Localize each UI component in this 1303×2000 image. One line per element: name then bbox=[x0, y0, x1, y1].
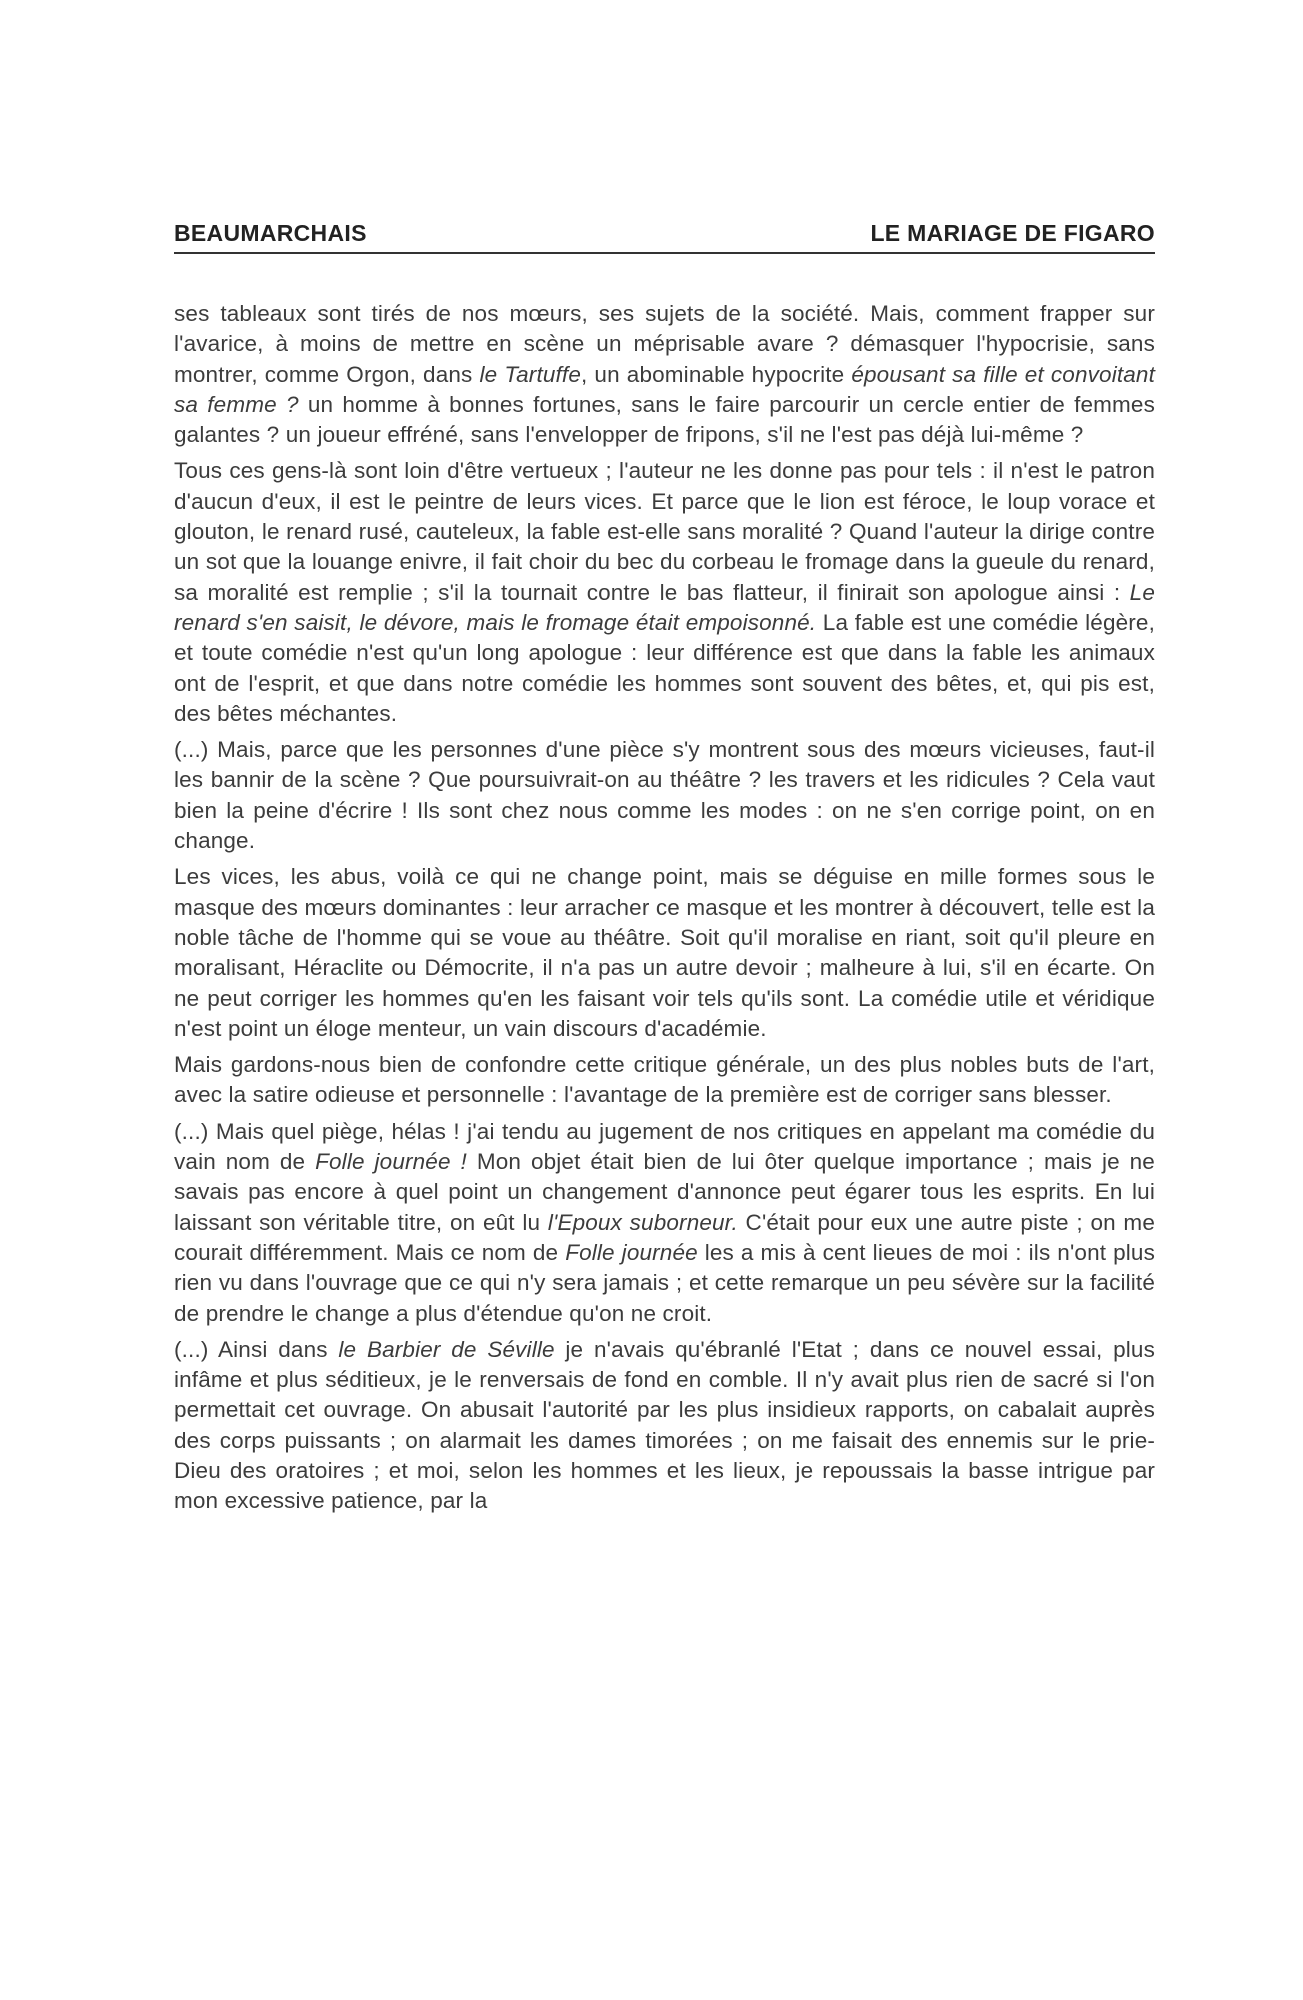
italic-text: Folle journée ! bbox=[315, 1149, 467, 1175]
text-run: un homme à bonnes fortunes, sans le faire parcourir un cercle entier de femmes galantes ? un joueur effréné, sans l'envelopper de fripons, s'il ne l'est pas déjà lui-même ? bbox=[174, 391, 1155, 448]
text-run: Les vices, les abus, voilà ce qui ne change point, mais se déguise en mille formes sous le masque des mœurs dominantes : leur arracher ce masque et les montrer à découvert, telle est la noble tâche de l'homme qui se voue au théâtre. Soit qu'il moralise en riant, soit qu'il pleure en moralisant, Héraclite ou Démocrite, il n'a pas un autre devoir ; malheure à lui, s'il en écarte. On ne peut corriger les hommes qu'en les faisant voir tels qu'ils sont. La comédie utile et véridique n'est point un éloge menteur, un vain discours d'académie. bbox=[174, 864, 1155, 1041]
header-author: BEAUMARCHAIS bbox=[174, 220, 367, 246]
book-page bbox=[174, 220, 1155, 1523]
text-run: ses tableaux sont tirés de nos mœurs, ses sujets de la société. Mais, comment frapper sur l'avarice, à moins de mettre en scène un méprisable avare ? démasquer l'hypocrisie, sans montrer, comme Orgon, dans bbox=[174, 301, 1155, 387]
paragraph bbox=[174, 456, 1155, 729]
text-run: (...) Ainsi dans bbox=[174, 1336, 339, 1362]
text-run: les a mis à cent lieues de moi : ils n'ont plus rien vu dans l'ouvrage que ce qui n'y sera jamais ; et cette remarque un peu sévère sur la facilité de prendre le change a plus d'étendue qu'on ne croit. bbox=[174, 1239, 1155, 1326]
italic-text: l'Epoux suborneur. bbox=[547, 1209, 738, 1235]
running-head bbox=[174, 220, 1155, 254]
text-run: Mon objet était bien de lui ôter quelque importance ; mais je ne savais pas encore à quel point un changement d'annonce peut égarer tous les esprits. En lui laissant son véritable titre, on eût lu bbox=[174, 1149, 1155, 1235]
text-run: Mais gardons-nous bien de confondre cette critique générale, un des plus nobles buts de l'art, avec la satire odieuse et personnelle : l'avantage de la première est de corriger sans blesser. bbox=[174, 1052, 1155, 1108]
header-title: LE MARIAGE DE FIGARO bbox=[870, 220, 1155, 246]
paragraph bbox=[174, 862, 1155, 1044]
text-run: , un abominable hypocrite bbox=[580, 361, 852, 387]
text-run: (...) Mais, parce que les personnes d'une pièce s'y montrent sous des mœurs vicieuses, faut-il les bannir de la scène ? Que poursuivrait-on au théâtre ? les travers et les ridicules ? Cela vaut bien la peine d'écrire ! Ils sont chez nous comme les modes : on ne s'en corrige point, on en change. bbox=[174, 737, 1155, 854]
paragraph bbox=[174, 1117, 1155, 1329]
italic-text: Le renard s'en saisit, le dévore, mais le fromage était empoisonné. bbox=[174, 579, 1155, 635]
text-run: (...) Mais quel piège, hélas ! j'ai tendu au jugement de nos critiques en appelant ma comédie du vain nom de bbox=[174, 1118, 1155, 1175]
italic-text: le Tartuffe bbox=[479, 361, 581, 387]
paragraph bbox=[174, 1050, 1155, 1111]
paragraph bbox=[174, 1335, 1155, 1517]
text-run: La fable est une comédie légère, et toute comédie n'est qu'un long apologue : leur différence est que dans la fable les animaux ont de l'esprit, et que dans notre comédie les hommes sont souvent des bêtes, et, qui pis est, des bêtes méchantes. bbox=[174, 609, 1156, 726]
text-run: C'était pour eux une autre piste ; on me courait différemment. Mais ce nom de bbox=[174, 1209, 1155, 1265]
body-text bbox=[174, 299, 1155, 1517]
paragraph bbox=[174, 299, 1155, 450]
text-run: Tous ces gens-là sont loin d'être vertueux ; l'auteur ne les donne pas pour tels : il n'est le patron d'aucun d'eux, il est le peintre de leurs vices. Et parce que le lion est féroce, le loup vorace et glouton, le renard rusé, cauteleux, la fable est-elle sans moralité ? Quand l'auteur la dirige contre un sot que la louange enivre, il fait choir du bec du corbeau le fromage dans la gueule du renard, sa moralité est remplie ; s'il la tournait contre le bas flatteur, il finirait son apologue ainsi : bbox=[174, 458, 1155, 605]
text-run: je n'avais qu'ébranlé l'Etat ; dans ce nouvel essai, plus infâme et plus séditieux, je le renversais de fond en comble. Il n'y avait plus rien de sacré si l'on permettait cet ouvrage. On abusait l'autorité par les plus insidieux rapports, on cabalait auprès des corps puissants ; on alarmait les dames timorées ; on me faisait des ennemis sur le prie-Dieu des oratoires ; et moi, selon les hommes et les lieux, je repoussais la basse intrigue par mon excessive patience, par la bbox=[174, 1336, 1155, 1514]
paragraph bbox=[174, 735, 1155, 856]
italic-text: épousant sa fille et convoitant sa femme ? bbox=[174, 361, 1155, 417]
italic-text: le Barbier de Séville bbox=[338, 1336, 555, 1362]
italic-text: Folle journée bbox=[565, 1239, 698, 1265]
